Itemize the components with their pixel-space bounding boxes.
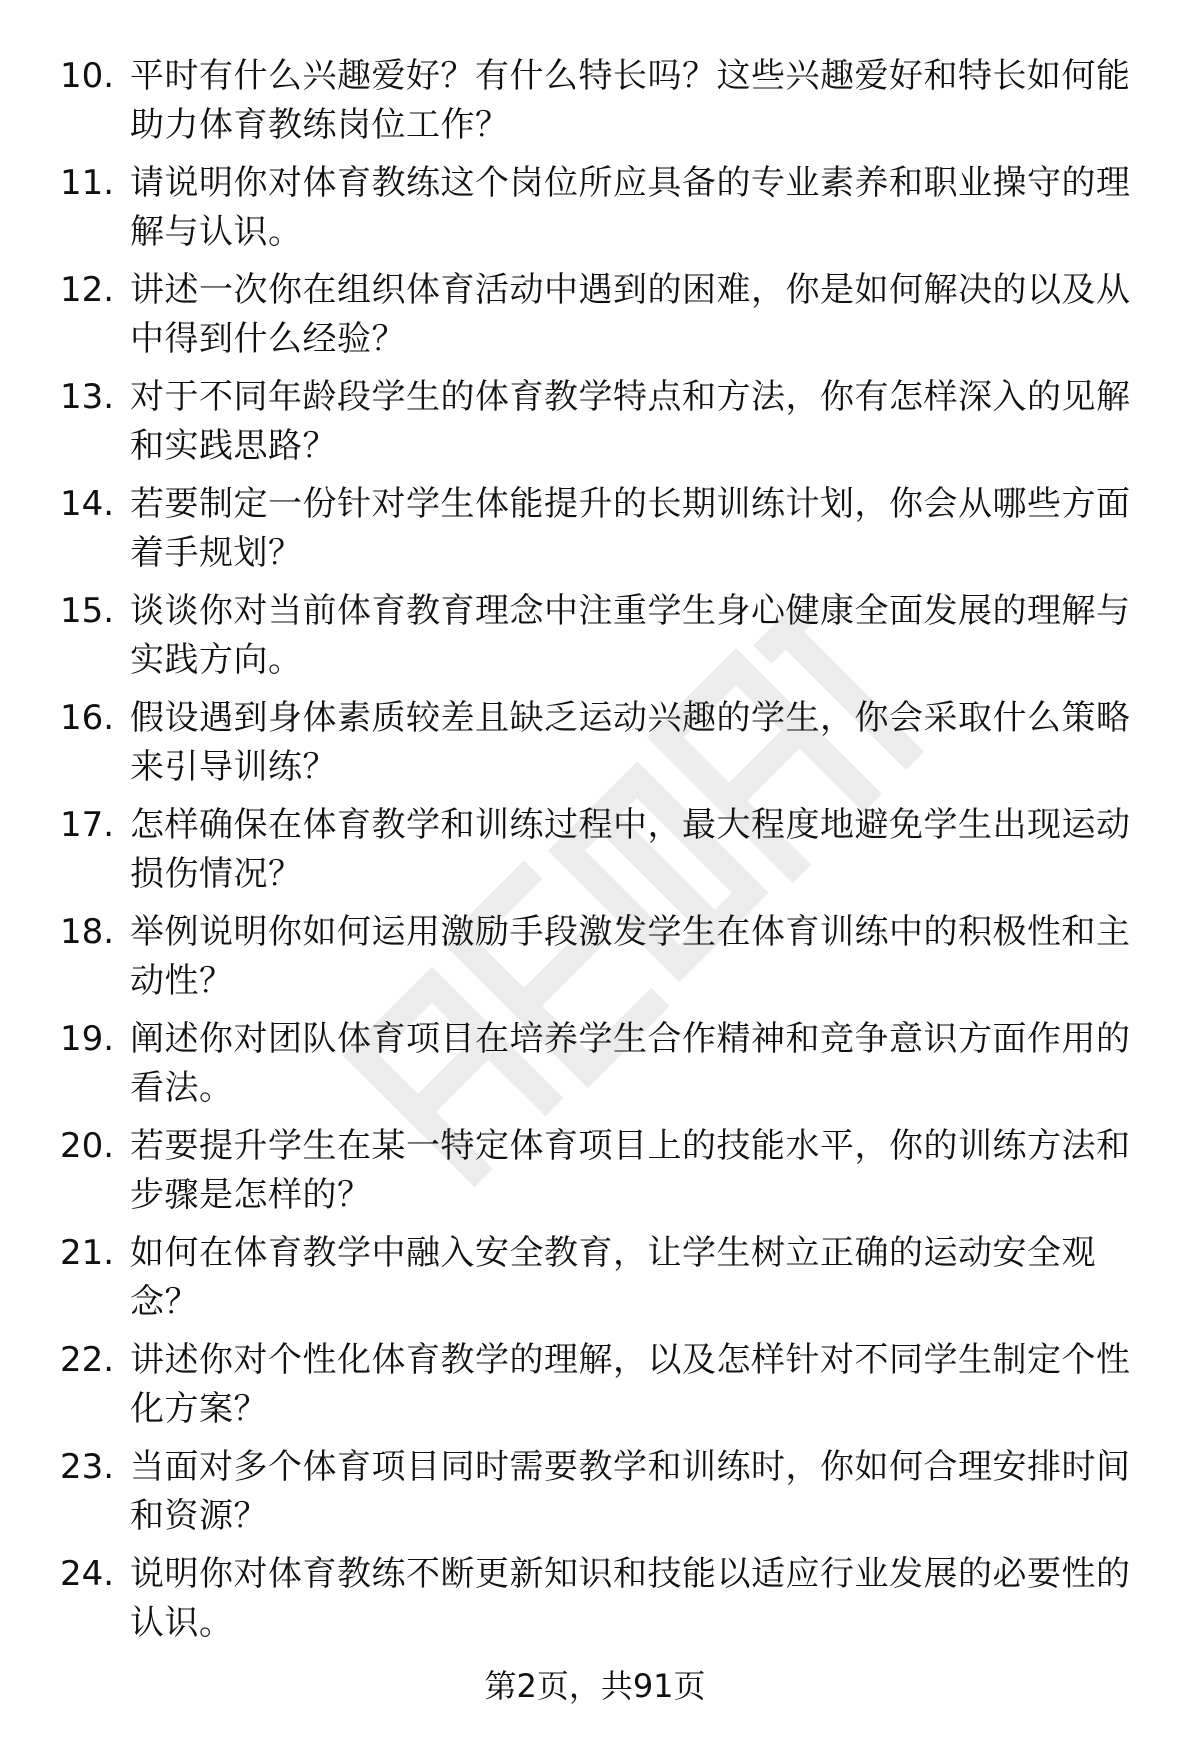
question-text: 对于不同年龄段学生的体育教学特点和方法，你有怎样深入的见解和实践思路？ xyxy=(130,377,1131,466)
question-number: 12. xyxy=(60,270,115,310)
question-item xyxy=(60,1015,1150,1113)
question-list xyxy=(60,52,1150,1657)
question-item xyxy=(60,1336,1150,1434)
question-item xyxy=(60,694,1150,792)
question-text: 谈谈你对当前体育教育理念中注重学生身心健康全面发展的理解与实践方向。 xyxy=(130,591,1131,680)
question-item xyxy=(60,266,1150,364)
question-text: 举例说明你如何运用激励手段激发学生在体育训练中的积极性和主动性？ xyxy=(130,912,1131,1001)
question-text: 阐述你对团队体育项目在培养学生合作精神和竞争意识方面作用的看法。 xyxy=(130,1019,1131,1108)
question-text: 如何在体育教学中融入安全教育，让学生树立正确的运动安全观念？ xyxy=(130,1233,1096,1322)
question-number: 10. xyxy=(60,56,115,96)
question-text: 请说明你对体育教练这个岗位所应具备的专业素养和职业操守的理解与认识。 xyxy=(130,163,1131,252)
question-item xyxy=(60,373,1150,471)
question-number: 16. xyxy=(60,698,115,738)
question-item xyxy=(60,1443,1150,1541)
question-text: 当面对多个体育项目同时需要教学和训练时，你如何合理安排时间和资源？ xyxy=(130,1447,1131,1536)
question-number: 22. xyxy=(60,1340,115,1380)
question-item xyxy=(60,1229,1150,1327)
question-text: 假设遇到身体素质较差且缺乏运动兴趣的学生，你会采取什么策略来引导训练？ xyxy=(130,698,1131,787)
question-text: 怎样确保在体育教学和训练过程中，最大程度地避免学生出现运动损伤情况？ xyxy=(130,805,1131,894)
question-number: 18. xyxy=(60,912,115,952)
question-text: 说明你对体育教练不断更新知识和技能以适应行业发展的必要性的认识。 xyxy=(130,1554,1131,1643)
question-item xyxy=(60,801,1150,899)
question-number: 20. xyxy=(60,1126,115,1166)
question-item xyxy=(60,908,1150,1006)
question-number: 24. xyxy=(60,1554,115,1594)
question-item xyxy=(60,1550,1150,1648)
question-number: 23. xyxy=(60,1447,115,1487)
question-text: 若要提升学生在某一特定体育项目上的技能水平，你的训练方法和步骤是怎样的？ xyxy=(130,1126,1131,1215)
question-item xyxy=(60,587,1150,685)
question-number: 13. xyxy=(60,377,115,417)
question-item xyxy=(60,52,1150,150)
question-number: 19. xyxy=(60,1019,115,1059)
question-item xyxy=(60,1122,1150,1220)
question-item xyxy=(60,159,1150,257)
question-number: 11. xyxy=(60,163,115,203)
question-number: 17. xyxy=(60,805,115,845)
question-item xyxy=(60,480,1150,578)
question-number: 21. xyxy=(60,1233,115,1273)
question-number: 14. xyxy=(60,484,115,524)
question-number: 15. xyxy=(60,591,115,631)
page-number-footer: 第2页，共91页 xyxy=(484,1667,706,1705)
question-text: 讲述一次你在组织体育活动中遇到的困难，你是如何解决的以及从中得到什么经验？ xyxy=(130,270,1131,359)
question-text: 若要制定一份针对学生体能提升的长期训练计划，你会从哪些方面着手规划？ xyxy=(130,484,1131,573)
question-text: 讲述你对个性化体育教学的理解，以及怎样针对不同学生制定个性化方案？ xyxy=(130,1340,1131,1429)
question-text: 平时有什么兴趣爱好？有什么特长吗？这些兴趣爱好和特长如何能助力体育教练岗位工作？ xyxy=(130,56,1131,145)
